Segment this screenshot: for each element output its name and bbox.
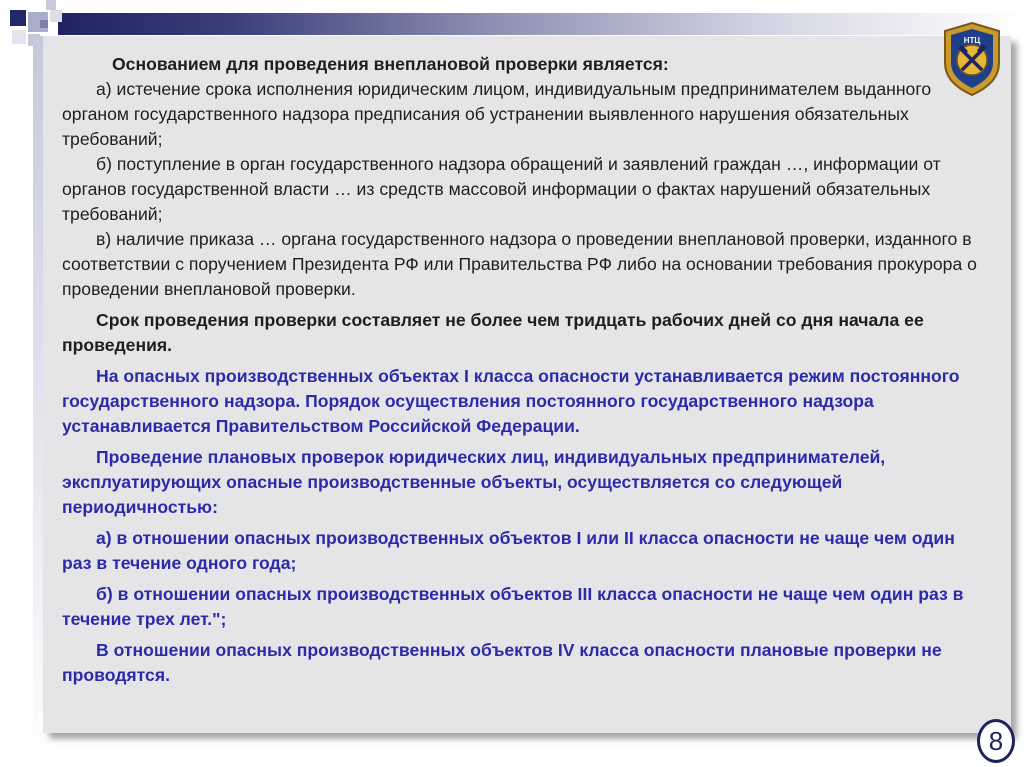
- blue-paragraph-2: Проведение плановых проверок юридических лиц, индивидуальных предпринимателей, эксплуатирующих опасные производственные объекты, осуществляется со следующей периодичностью:: [62, 447, 886, 517]
- organization-logo: [937, 19, 1007, 99]
- page-number-badge: [977, 719, 1015, 763]
- item-c: в) наличие приказа … органа государственного надзора о проведении внеплановой проверки, изданного в соответствии с поручением Президента РФ или Правительства РФ либо на основании требования прокурора о проведении внеплановой проверки.: [62, 229, 977, 299]
- left-side-bar: [33, 36, 43, 767]
- intro-heading: Основанием для проведения внеплановой проверки является:: [112, 54, 669, 74]
- header-gradient-bar: [58, 13, 1024, 35]
- decor-square: [40, 20, 48, 28]
- blue-paragraph-1: На опасных производственных объектах I класса опасности устанавливается режим постоянного государственного надзора. Порядок осуществления постоянного государственного надзора устанавливается Правительством Российской Федерации.: [62, 366, 960, 436]
- blue-paragraph-4: б) в отношении опасных производственных объектов III класса опасности не чаще чем один раз в течение трех лет.";: [62, 584, 964, 629]
- hammer-wrench-shield-icon: [937, 19, 1007, 99]
- decor-square: [50, 10, 62, 22]
- blue-paragraph-3: а) в отношении опасных производственных объектов I или II класса опасности не чаще чем один раз в течение одного года;: [62, 528, 955, 573]
- decor-square: [10, 10, 26, 26]
- item-b: б) поступление в орган государственного надзора обращений и заявлений граждан …, информации от органов государственной власти … из средств массовой информации о фактах нарушений обязательных требований;: [62, 154, 941, 224]
- decor-square: [12, 30, 26, 44]
- logo-text: НТЦ: [963, 36, 981, 45]
- blue-paragraph-5: В отношении опасных производственных объектов IV класса опасности плановые проверки не проводятся.: [62, 640, 942, 685]
- decor-square: [46, 0, 56, 10]
- slide-body: [62, 52, 982, 688]
- term-paragraph: Срок проведения проверки составляет не более чем тридцать рабочих дней со дня начала ее проведения.: [62, 310, 924, 355]
- item-a: а) истечение срока исполнения юридическим лицом, индивидуальным предпринимателем выданного органом государственного надзора предписания об устранении выявленного нарушения обязательных требований;: [62, 79, 932, 149]
- page-number: 8: [988, 725, 1004, 756]
